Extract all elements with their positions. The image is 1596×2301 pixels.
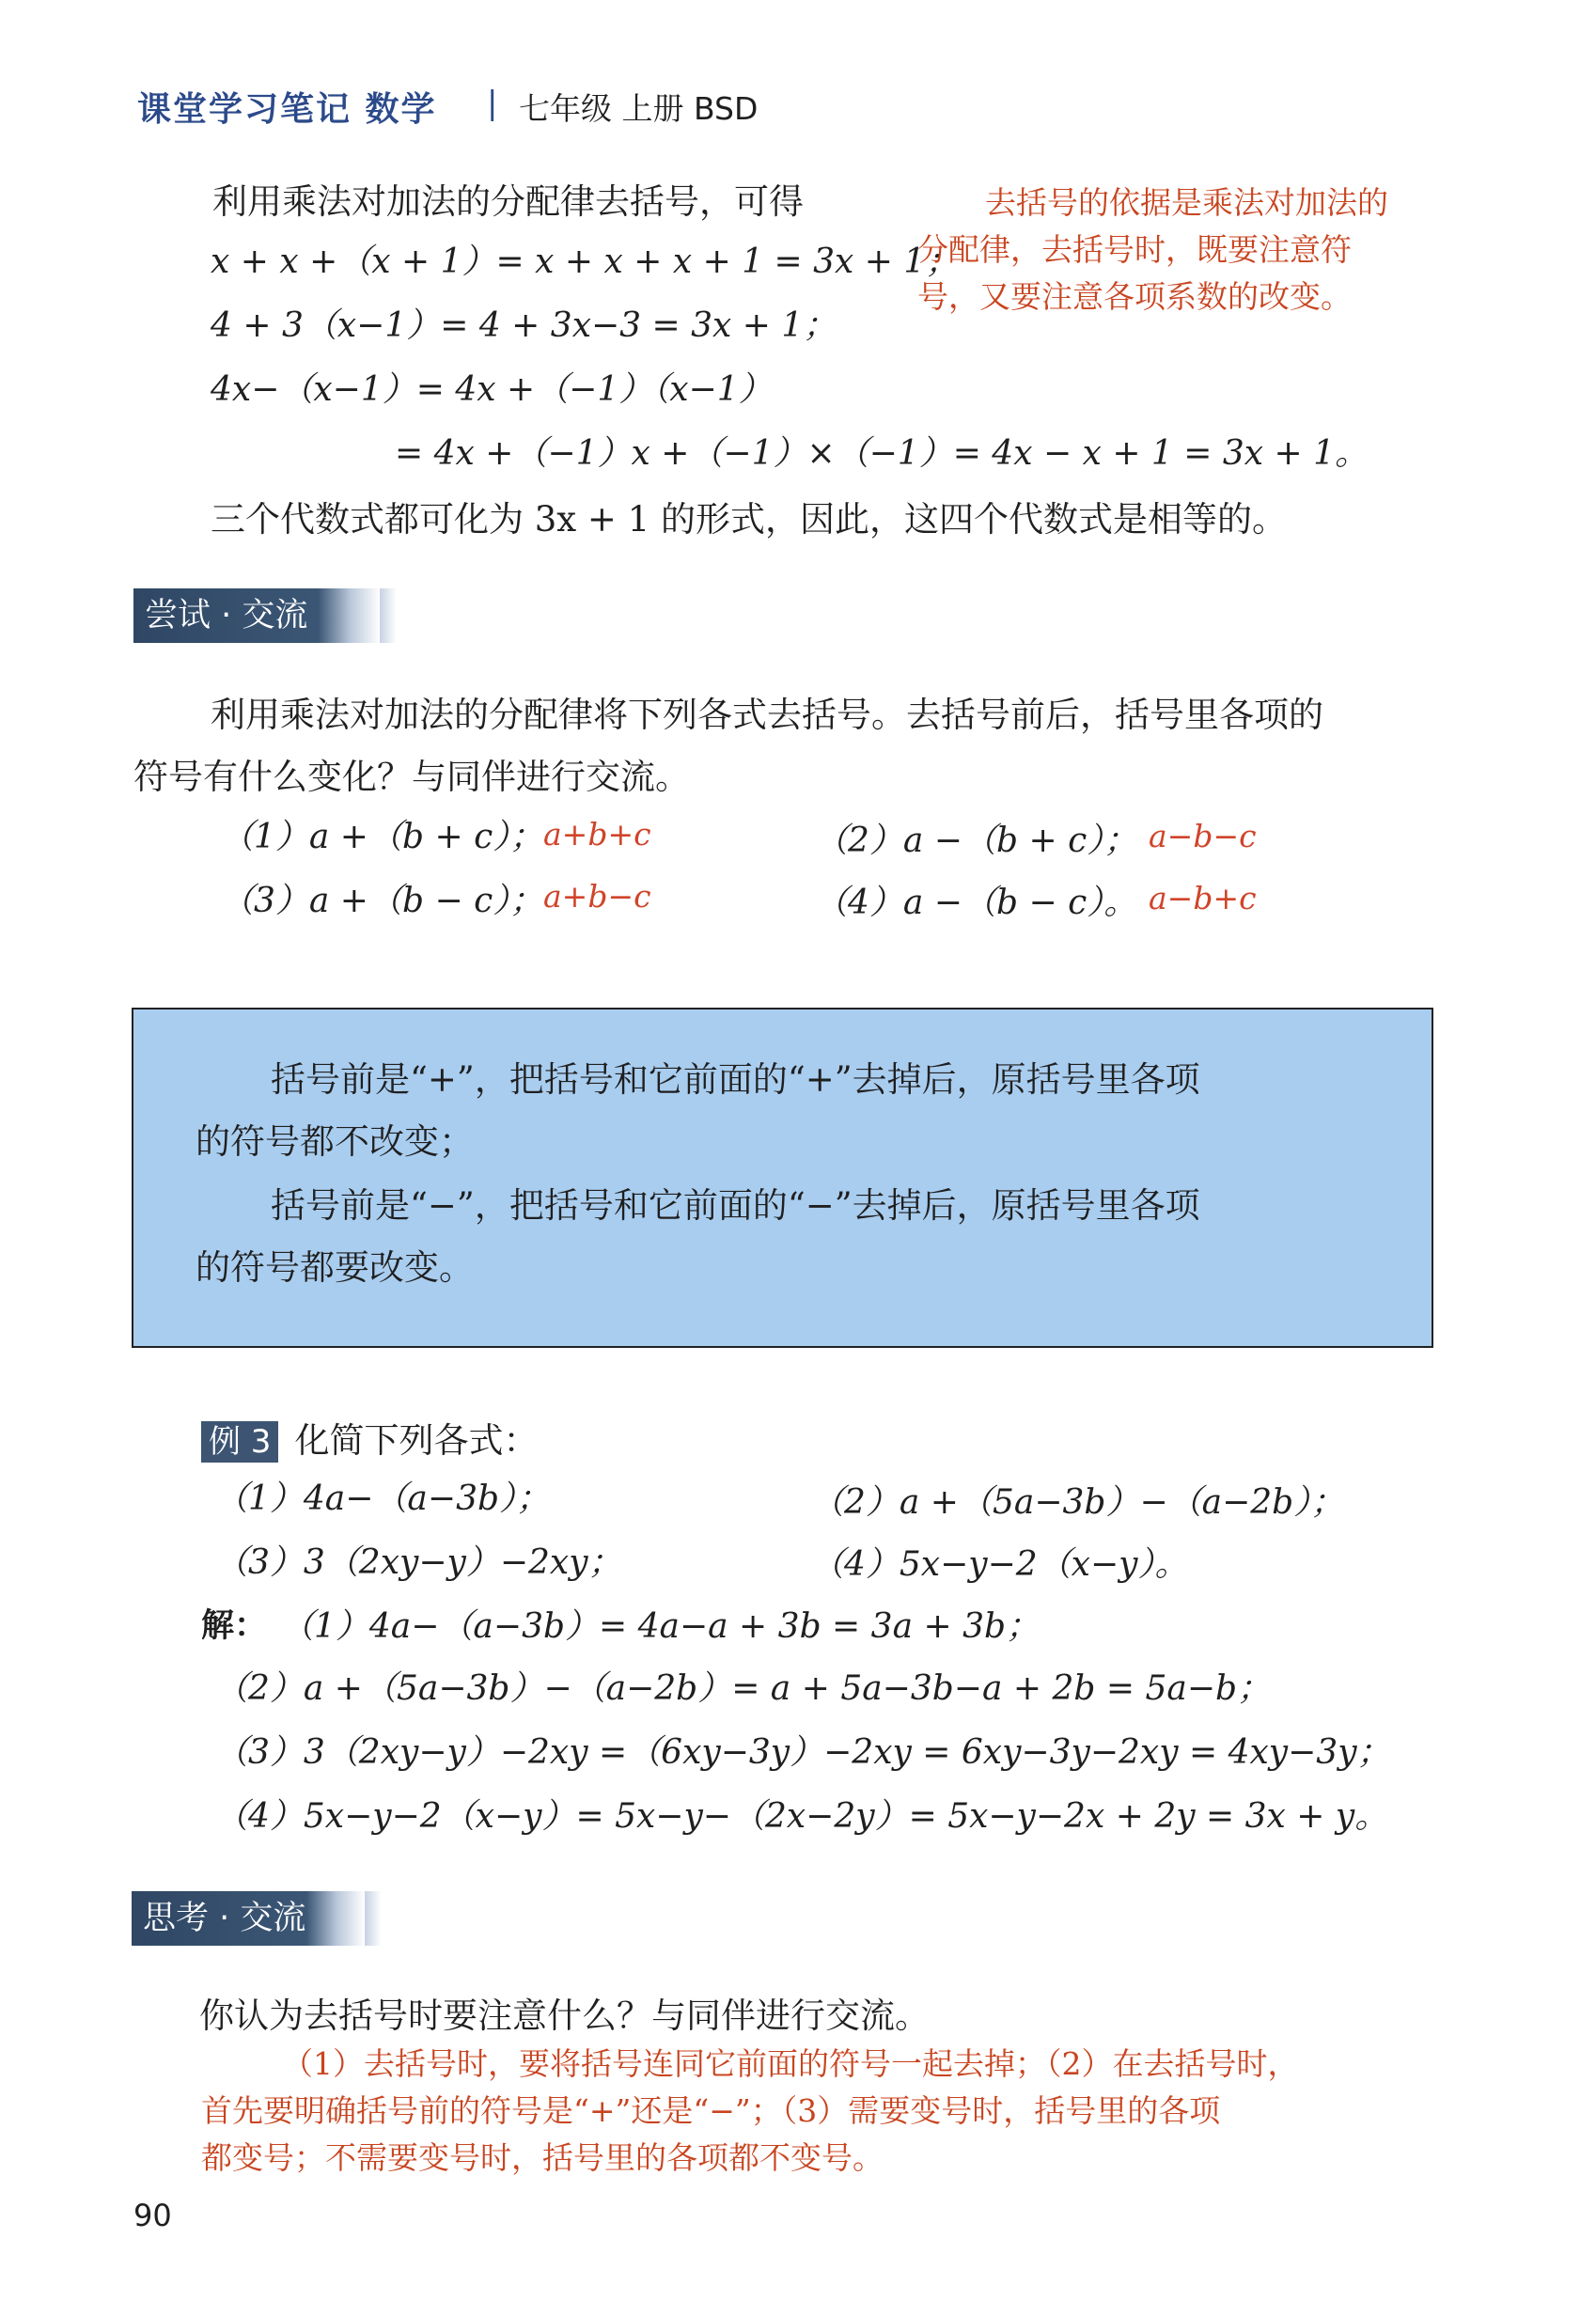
solution-line-3: （3）3（2xy−y）−2xy =（6xy−3y）−2xy = 6xy−3y−2xy = 4xy−3y；: [214, 1733, 1391, 1772]
try-item-2: （2）a −（b + c）；: [814, 822, 1138, 860]
page-number: 90: [133, 2198, 172, 2233]
solution-line-2: （2）a +（5a−3b）−（a−2b）= a + 5a−3b−a + 2b = 5a−b；: [214, 1669, 1272, 1708]
example-problem-3: （3）3（2xy−y）−2xy；: [214, 1543, 622, 1582]
try-answer-1: a+b+c: [543, 816, 651, 853]
try-answer-3: a+b−c: [543, 878, 651, 915]
equation-1: x + x +（x + 1）= x + x + x + 1 = 3x + 1；: [211, 243, 960, 281]
book-title: 课堂学习笔记 数学: [137, 90, 437, 129]
section-tab-try-discuss: 尝试 · 交流: [133, 588, 380, 643]
think-answer-line: 都变号；不需要变号时，括号里的各项都不变号。: [201, 2139, 884, 2176]
book-subtitle: 七年级 上册 BSD: [519, 90, 759, 127]
example-problem-1: （1）4a−（a−3b）；: [214, 1479, 551, 1518]
think-answer-line: 首先要明确括号前的符号是“+”还是“−”；（3）需要变号时，括号里的各项: [201, 2092, 1221, 2129]
header-separator: |: [487, 85, 498, 122]
intro-conclusion: 三个代数式都可化为 3x + 1 的形式，因此，这四个代数式是相等的。: [211, 499, 1287, 540]
intro-line: 利用乘法对加法的分配律去括号，可得: [212, 181, 804, 222]
example-problem-4: （4）5x−y−2（x−y）。: [810, 1545, 1189, 1584]
example-heading: [201, 1412, 539, 1463]
try-item-3: （3）a +（b − c）；: [220, 882, 544, 920]
example-title: 化简下列各式：: [294, 1420, 539, 1461]
try-item-4: （4）a −（b − c）。: [814, 884, 1138, 922]
try-instruction-line: 符号有什么变化？与同伴进行交流。: [133, 757, 690, 797]
example-problem-2: （2）a +（5a−3b）−（a−2b）；: [810, 1483, 1345, 1522]
try-item-1: （1）a +（b + c）；: [220, 818, 544, 856]
section-tab-think-discuss: 思考 · 交流: [132, 1891, 365, 1946]
try-instruction-line: 利用乘法对加法的分配律将下列各式去括号。去括号前后，括号里各项的: [211, 695, 1323, 735]
side-note-line: 号，又要注意各项系数的改变。: [917, 278, 1352, 315]
side-note-line: 分配律，去括号时，既要注意符: [917, 231, 1352, 268]
try-answer-4: a−b+c: [1149, 880, 1257, 916]
rule-summary-box: [132, 1008, 1433, 1348]
think-answer-line: （1）去括号时，要将括号连同它前面的符号一起去掉；（2）在去括号时，: [282, 2045, 1299, 2082]
example-badge: 例 3: [201, 1421, 278, 1463]
equation-3: 4x−（x−1）= 4x +（−1）（x−1）: [211, 370, 773, 409]
rule-line: 的符号都要改变。: [196, 1247, 474, 1288]
solution-line-1: （1）4a−（a−3b）= 4a−a + 3b = 3a + 3b；: [280, 1607, 1041, 1646]
equation-4: = 4x +（−1）x +（−1）×（−1）= 4x − x + 1 = 3x + 1。: [395, 434, 1369, 473]
equation-2: 4 + 3（x−1）= 4 + 3x−3 = 3x + 1；: [211, 306, 837, 345]
rule-line: 的符号都不改变；: [196, 1121, 474, 1162]
rule-line: 括号前是“+”，把括号和它前面的“+”去掉后，原括号里各项: [271, 1059, 1200, 1100]
think-question: 你认为去括号时要注意什么？与同伴进行交流。: [199, 1996, 930, 2036]
solution-label: 解：: [201, 1607, 268, 1645]
side-note-line: 去括号的依据是乘法对加法的: [985, 184, 1388, 221]
rule-line: 括号前是“−”，把括号和它前面的“−”去掉后，原括号里各项: [271, 1185, 1200, 1226]
try-answer-2: a−b−c: [1149, 818, 1257, 854]
solution-line-4: （4）5x−y−2（x−y）= 5x−y−（2x−2y）= 5x−y−2x + 2y = 3x + y。: [214, 1797, 1389, 1836]
